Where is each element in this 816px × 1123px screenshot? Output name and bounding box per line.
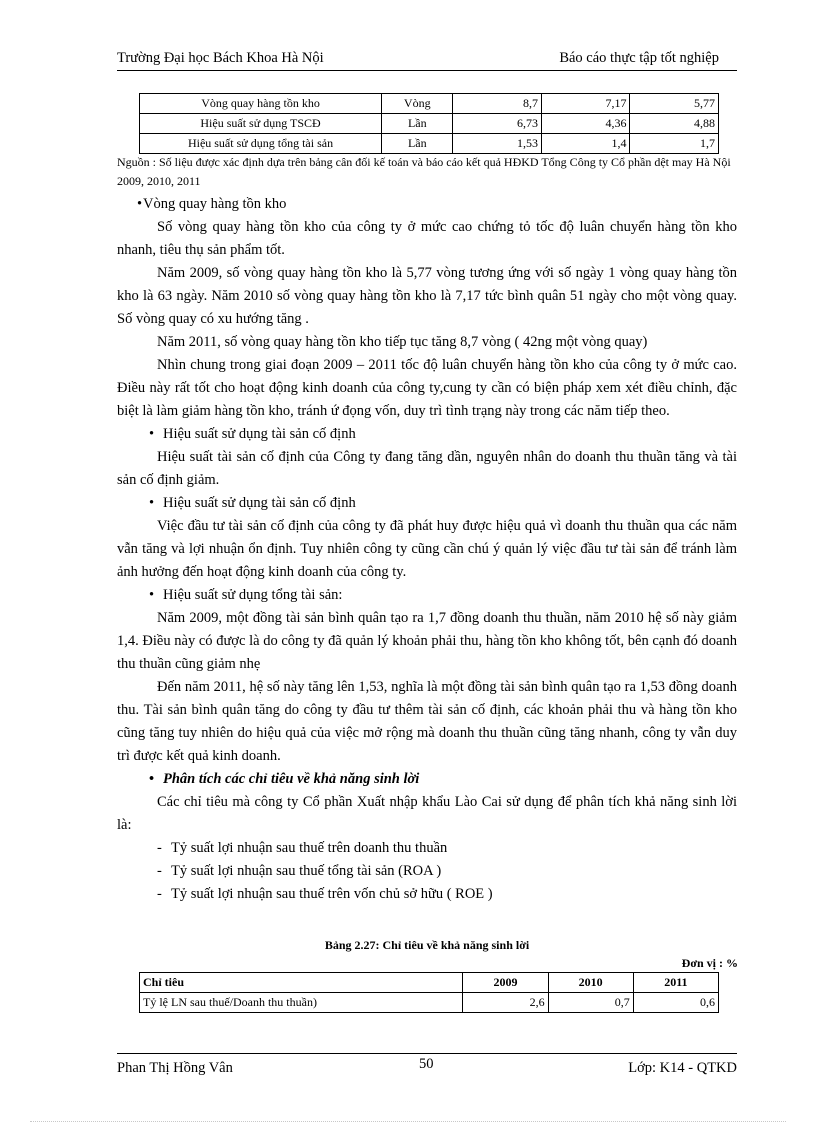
- row-label: Hiệu suất sử dụng TSCĐ: [140, 114, 382, 134]
- table-row: [140, 993, 719, 1013]
- footer-class: Lớp: K14 - QTKD: [628, 1060, 737, 1076]
- section-heading-text: Phân tích các chỉ tiêu về khả năng sinh lời: [163, 771, 420, 787]
- table-row: [140, 134, 719, 154]
- table-unit: Đơn vị : %: [681, 956, 738, 970]
- bullet-heading: [117, 423, 737, 446]
- dash-icon: -: [157, 840, 162, 856]
- row-unit: Vòng: [382, 94, 453, 114]
- paragraph: Số vòng quay hàng tồn kho của công ty ở mức cao chứng tỏ tốc độ luân chuyển hàng tồn kho nhanh, tiêu thụ sản phẩm tốt.: [117, 219, 737, 258]
- page-footer: [117, 1053, 737, 1076]
- source-note: Nguồn : Số liệu được xác định dựa trên bảng cân đối kế toán và báo cáo kết quả HĐKD Tổng Công ty Cổ phần dệt may Hà Nội 2009, 2010, 2011: [117, 155, 731, 188]
- paragraph: Việc đầu tư tài sản cố định của công ty đã phát huy được hiệu quả vì doanh thu thuần qua các năm vẫn tăng và lợi nhuận ổn định. Tuy nhiên công ty cũng cần chú ý quản lý việc đầu tư tài sản để tránh làm ảnh hưởng đến hoạt động kinh doanh của công ty.: [117, 518, 737, 580]
- dash-icon: -: [157, 886, 162, 902]
- bullet-icon: •: [149, 495, 155, 511]
- cell-value: 7,17: [541, 94, 630, 114]
- column-header: 2009: [463, 973, 548, 993]
- page-header: [117, 50, 737, 71]
- bullet-icon: •: [149, 587, 155, 603]
- bullet-heading: [117, 492, 737, 515]
- section-heading: [117, 768, 737, 791]
- page-number: 50: [419, 1056, 434, 1072]
- dash-item-text: Tỷ suất lợi nhuận sau thuế tổng tài sản (ROA ): [171, 863, 442, 879]
- bullet-heading: [117, 193, 737, 216]
- header-report-title: Báo cáo thực tập tốt nghiệp: [559, 50, 719, 66]
- table-row: [140, 114, 719, 134]
- cell-value: 2,6: [463, 993, 548, 1013]
- paragraph: Hiệu suất tài sản cố định của Công ty đang tăng dần, nguyên nhân do doanh thu thuần tăng và tài sản cố định giảm.: [117, 449, 737, 488]
- row-label: Hiệu suất sử dụng tổng tài sản: [140, 134, 382, 154]
- cell-value: 0,6: [633, 993, 718, 1013]
- table-row: [140, 94, 719, 114]
- table-header-row: [140, 973, 719, 993]
- column-header: Chỉ tiêu: [140, 973, 463, 993]
- table-caption: Bảng 2.27: Chỉ tiêu về khả năng sinh lời: [324, 938, 530, 952]
- row-unit: Lần: [382, 114, 453, 134]
- row-label: Vòng quay hàng tồn kho: [140, 94, 382, 114]
- dash-item: [117, 860, 737, 883]
- dash-icon: -: [157, 863, 162, 879]
- paragraph: Năm 2009, một đồng tài sản bình quân tạo ra 1,7 đồng doanh thu thuần, năm 2010 hệ số này giảm 1,4. Điều này có được là do công ty đã quản lý khoản phải thu, hàng tồn kho không tốt, bên cạnh đó doanh thu thuần cũng giảm nhẹ: [117, 610, 737, 672]
- dash-item: [117, 883, 737, 906]
- paragraph: Đến năm 2011, hệ số này tăng lên 1,53, nghĩa là một đồng tài sản bình quân tạo ra 1,53 đồng doanh thu. Tài sản bình quân tăng do công ty đầu tư thêm tài sản cố định, các khoản phải thu và hàng tồn kho cũng tăng tuy nhiên do hiệu quả của việc mở rộng mà doanh thu thuần cũng tăng nhanh, công ty vẫn duy trì được kết quả kinh doanh.: [117, 679, 737, 764]
- dash-item: [117, 837, 737, 860]
- bullet-heading: [117, 584, 737, 607]
- paragraph: Các chỉ tiêu mà công ty Cổ phần Xuất nhập khẩu Lào Cai sử dụng để phân tích khả năng sinh lời là:: [117, 794, 737, 833]
- paragraph: Năm 2009, số vòng quay hàng tồn kho là 5,77 vòng tương ứng với số ngày 1 vòng quay hàng tồn kho là 63 ngày. Năm 2010 số vòng quay hàng tồn kho là 7,17 tức bình quân 51 ngày cho một vòng quay. Số vòng quay có xu hướng tăng .: [117, 265, 737, 327]
- bullet-icon: •: [149, 771, 155, 787]
- body-text: [117, 193, 737, 906]
- cell-value: 5,77: [630, 94, 719, 114]
- paragraph: Năm 2011, số vòng quay hàng tồn kho tiếp tục tăng 8,7 vòng ( 42ng một vòng quay): [157, 334, 648, 350]
- header-university: Trường Đại học Bách Khoa Hà Nội: [117, 50, 324, 66]
- column-header: 2011: [633, 973, 718, 993]
- bullet-text: Hiệu suất sử dụng tổng tài sản:: [163, 587, 343, 603]
- profitability-table: [139, 972, 719, 1013]
- row-label: Tỷ lệ LN sau thuế/Doanh thu thuần): [140, 993, 463, 1013]
- turnover-ratios-table: [139, 93, 719, 154]
- bullet-text: Hiệu suất sử dụng tài sản cố định: [163, 426, 356, 442]
- bullet-icon: •: [149, 426, 155, 442]
- cell-value: 4,88: [630, 114, 719, 134]
- cell-value: 8,7: [453, 94, 542, 114]
- cell-value: 1,7: [630, 134, 719, 154]
- page-edge-divider: [30, 1121, 786, 1122]
- paragraph: Nhìn chung trong giai đoạn 2009 – 2011 tốc độ luân chuyển hàng tồn kho của công ty ở mức cao. Điều này rất tốt cho hoạt động kinh doanh của công ty,cung ty cần có biện pháp xem xét điều chỉnh, đặc biệt là làm giảm hàng tồn kho, tránh ứ đọng vốn, duy trì tình trạng này trong các năm tiếp theo.: [117, 357, 737, 419]
- bullet-text: Hiệu suất sử dụng tài sản cố định: [163, 495, 356, 511]
- cell-value: 1,4: [541, 134, 630, 154]
- footer-author: Phan Thị Hồng Vân: [117, 1060, 233, 1076]
- dash-item-text: Tỷ suất lợi nhuận sau thuế trên doanh thu thuần: [171, 840, 448, 856]
- column-header: 2010: [548, 973, 633, 993]
- cell-value: 6,73: [453, 114, 542, 134]
- cell-value: 1,53: [453, 134, 542, 154]
- row-unit: Lần: [382, 134, 453, 154]
- dash-item-text: Tỷ suất lợi nhuận sau thuế trên vốn chủ sở hữu ( ROE ): [171, 886, 493, 902]
- bullet-icon: •: [137, 196, 143, 212]
- bullet-text: Vòng quay hàng tồn kho: [143, 196, 287, 212]
- cell-value: 4,36: [541, 114, 630, 134]
- cell-value: 0,7: [548, 993, 633, 1013]
